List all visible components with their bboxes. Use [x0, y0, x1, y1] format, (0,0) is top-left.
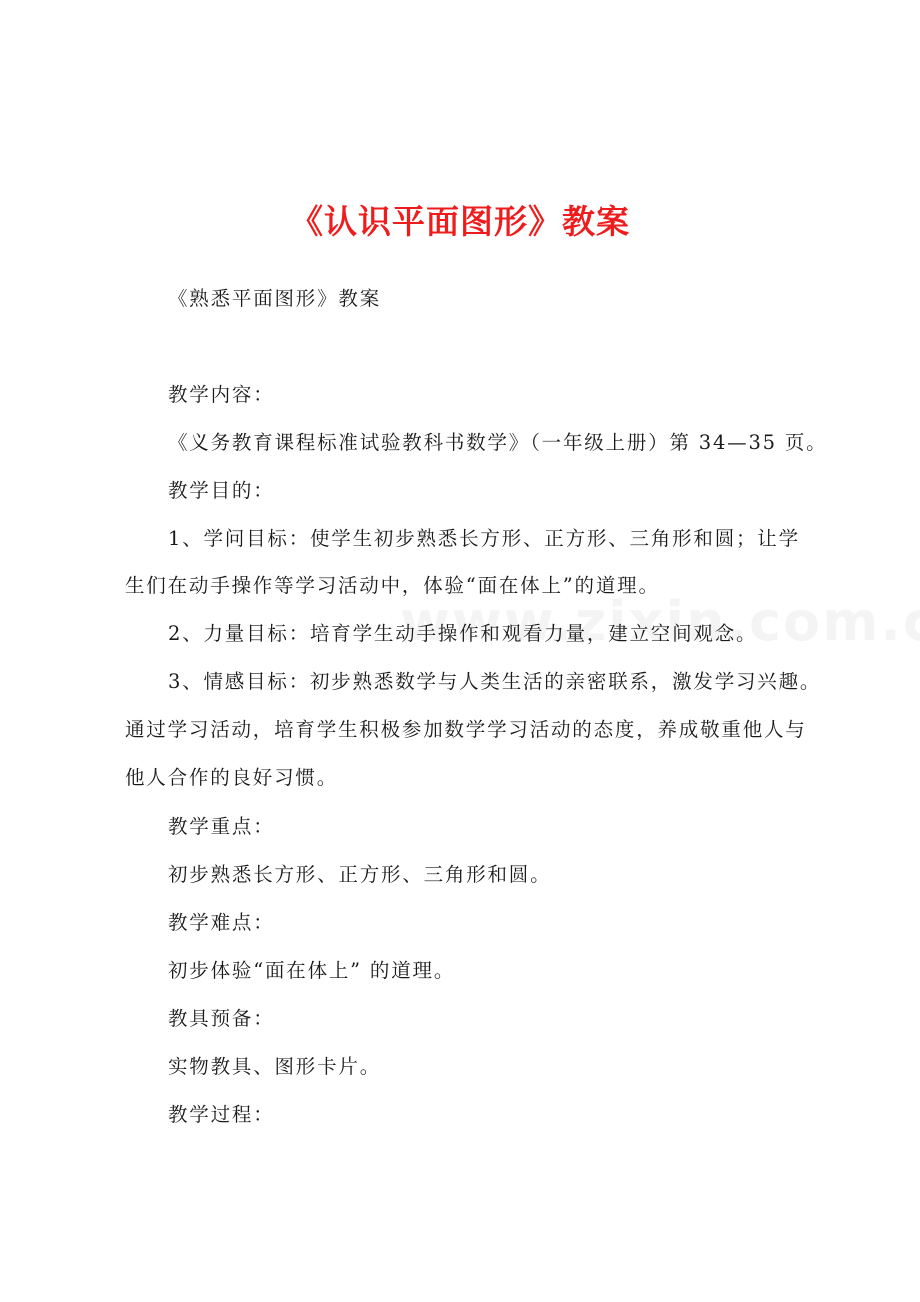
section-heading-difficulties: 教学难点： — [168, 911, 275, 934]
paragraph-line: 通过学习活动，培育学生积极参加数学学习活动的态度，养成敬重他人与 — [125, 718, 807, 741]
section-heading-process: 教学过程： — [168, 1103, 275, 1126]
subtitle: 《熟悉平面图形》教案 — [168, 287, 382, 310]
paragraph-line: 实物教具、图形卡片。 — [168, 1055, 382, 1078]
paragraph-line: 1、学问目标：使学生初步熟悉长方形、正方形、三角形和圆；让学 — [168, 527, 800, 550]
paragraph-line: 初步体验“面在体上” 的道理。 — [168, 959, 456, 982]
document-title: 《认识平面图形》教案 — [290, 202, 630, 241]
paragraph-line: 《义务教育课程标准试验教科书数学》（一年级上册）第 34—35 页。 — [168, 431, 828, 454]
section-heading-content: 教学内容： — [168, 383, 275, 406]
paragraph-line: 他人合作的良好习惯。 — [125, 766, 339, 789]
paragraph-line: 初步熟悉长方形、正方形、三角形和圆。 — [168, 863, 552, 886]
section-heading-materials: 教具预备： — [168, 1007, 275, 1030]
section-heading-objectives: 教学目的： — [168, 479, 275, 502]
paragraph-line: 2、力量目标：培育学生动手操作和观看力量，建立空间观念。 — [168, 622, 758, 645]
section-heading-key-points: 教学重点： — [168, 815, 275, 838]
paragraph-line: 生们在动手操作等学习活动中，体验“面在体上”的道理。 — [125, 574, 660, 597]
paragraph-line: 3、情感目标：初步熟悉数学与人类生活的亲密联系，激发学习兴趣。 — [168, 670, 822, 693]
